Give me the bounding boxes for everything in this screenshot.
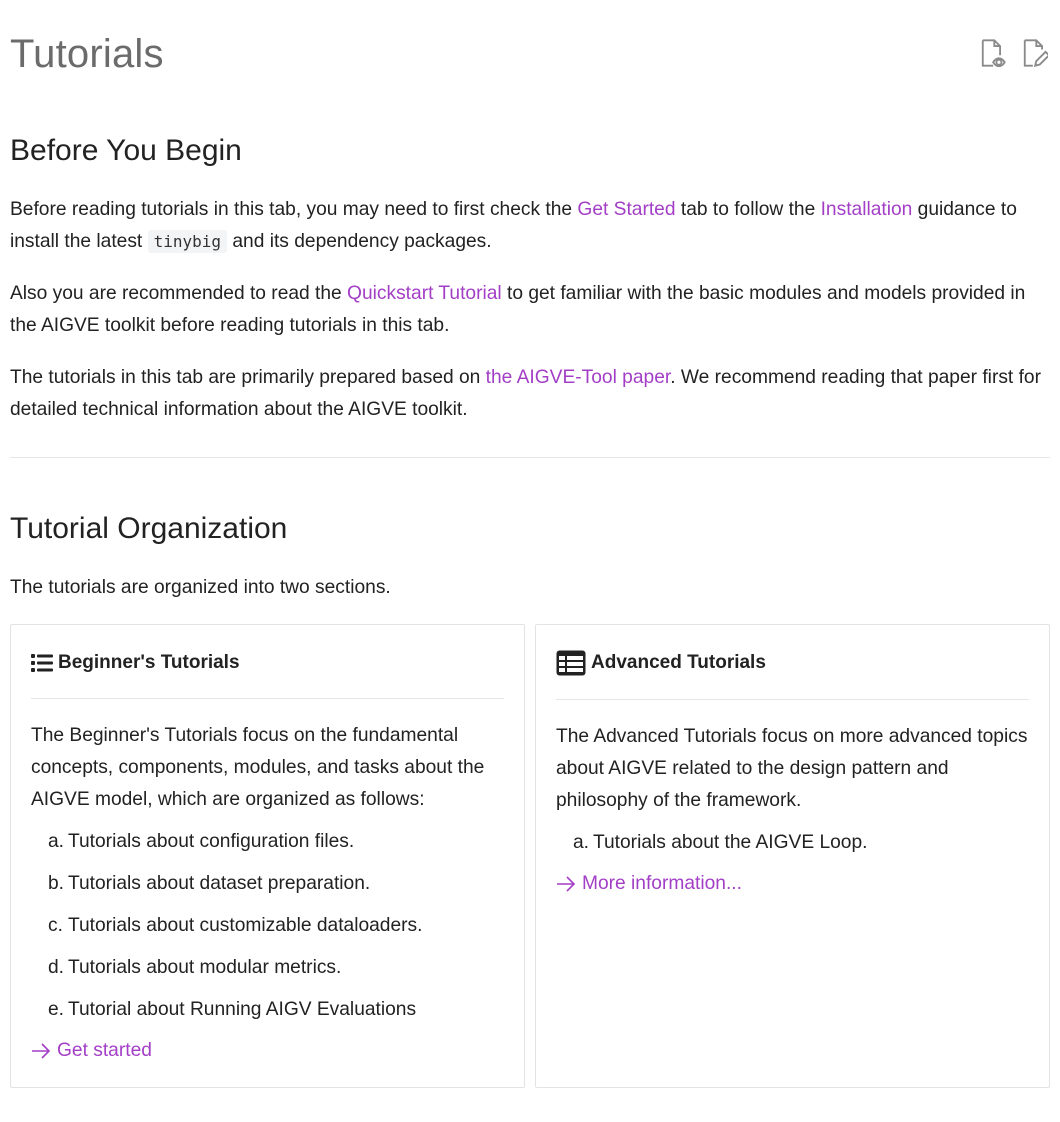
section-heading-organization: Tutorial Organization <box>10 512 288 545</box>
card-body <box>556 721 1033 900</box>
list-item-text: Tutorial about Running AIGV Evaluations <box>68 999 417 1020</box>
list-item <box>31 910 508 942</box>
list-marker: a. <box>573 832 590 853</box>
text: to get familiar with the basic modules and models provided in the AIGVE toolkit before reading tutorials in this tab. <box>10 283 1026 336</box>
aigve-paper-link[interactable]: the AIGVE-Tool paper <box>485 367 671 388</box>
list-item <box>31 868 508 900</box>
tutorial-list <box>556 827 1033 859</box>
card-divider <box>556 699 1029 700</box>
list-item-text: Tutorials about dataset preparation. <box>68 873 371 894</box>
text: The tutorials in this tab are primarily prepared based on <box>10 367 486 388</box>
list-marker: e. <box>48 999 65 1020</box>
text: Before reading tutorials in this tab, you may need to first check the <box>10 199 578 220</box>
list-marker: a. <box>48 831 65 852</box>
installation-link[interactable]: Installation <box>820 199 913 220</box>
list-item <box>556 827 1033 859</box>
more-information-label: More information... <box>582 873 742 894</box>
list-item-text: Tutorials about modular metrics. <box>68 957 342 978</box>
paragraph-prereq <box>10 194 1050 258</box>
card-body <box>31 720 508 1067</box>
edit-page-button[interactable] <box>1020 38 1048 68</box>
list-item <box>31 994 508 1026</box>
card-divider <box>31 698 504 699</box>
card-title: Beginner's Tutorials <box>58 652 240 673</box>
arrow-right-icon <box>31 1043 51 1059</box>
inline-code-tinybig: tinybig <box>148 230 227 253</box>
page-title: Tutorials <box>10 32 164 76</box>
list-item-text: Tutorials about the AIGVE Loop. <box>593 832 868 853</box>
list-marker: d. <box>48 957 65 978</box>
text: tab to follow the <box>675 199 821 220</box>
more-information-button[interactable] <box>556 868 1033 900</box>
paragraph-quickstart <box>10 278 1050 342</box>
beginner-tutorials-card <box>10 624 525 1088</box>
quickstart-tutorial-link[interactable]: Quickstart Tutorial <box>347 283 502 304</box>
card-header <box>31 649 240 677</box>
card-header <box>556 649 766 677</box>
view-source-icon <box>978 38 1006 68</box>
get-started-link[interactable]: Get Started <box>577 199 676 220</box>
advanced-tutorials-card <box>535 624 1050 1088</box>
card-description: The Advanced Tutorials focus on more advanced topics about AIGVE related to the design pattern and philosophy of the framework. <box>556 726 1028 811</box>
list-item-text: Tutorials about customizable dataloaders. <box>68 915 423 936</box>
text: . We recommend reading that paper first for detailed technical information about the AIGVE toolkit. <box>10 367 1041 420</box>
list-icon <box>31 653 53 673</box>
section-heading-before: Before You Begin <box>10 134 242 167</box>
section-divider <box>10 457 1050 458</box>
get-started-label: Get started <box>57 1040 152 1061</box>
list-marker: b. <box>48 873 65 894</box>
arrow-right-icon <box>556 876 576 892</box>
list-item <box>31 952 508 984</box>
edit-page-icon <box>1020 38 1048 68</box>
view-source-button[interactable] <box>978 38 1006 68</box>
card-title: Advanced Tutorials <box>591 652 766 673</box>
list-marker: c. <box>48 915 63 936</box>
paragraph-paper <box>10 362 1050 426</box>
table-icon <box>556 650 586 676</box>
list-item <box>31 826 508 858</box>
get-started-button[interactable] <box>31 1035 508 1067</box>
tutorial-list <box>31 826 508 1026</box>
paragraph-organization-intro: The tutorials are organized into two sections. <box>10 577 391 598</box>
page-actions <box>978 38 1048 68</box>
list-item-text: Tutorials about configuration files. <box>68 831 355 852</box>
text: and its dependency packages. <box>227 231 492 252</box>
text: Also you are recommended to read the <box>10 283 348 304</box>
card-description: The Beginner's Tutorials focus on the fundamental concepts, components, modules, and tasks about the AIGVE model, which are organized as follows: <box>31 725 485 810</box>
text: guidance to install the latest <box>10 199 1017 252</box>
